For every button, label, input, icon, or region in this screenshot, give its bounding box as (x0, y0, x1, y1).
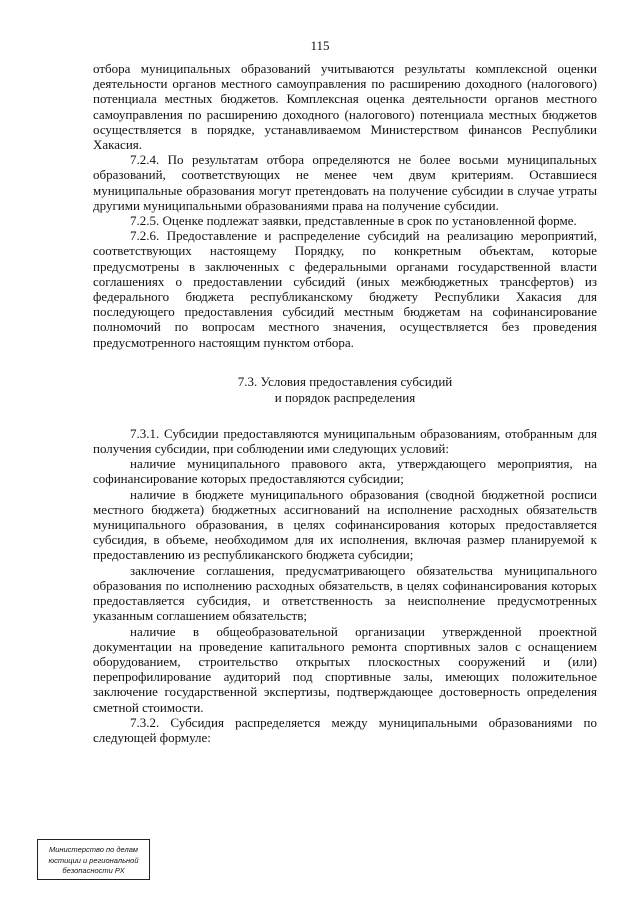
ministry-stamp (37, 839, 150, 880)
document-body (93, 61, 597, 745)
section-title (93, 374, 597, 406)
stamp-line-3: безопасности РХ (62, 866, 125, 875)
condition-project-documentation: наличие в общеобразовательной организации утвержденной проектной документации на проведение капитального ремонта спортивных залов с оснащением оборудованием, строительство открытых плоскостных сооружений и (или) перепрофилирование аудиторий под спортивные залы, имеющих положительное заключение государственной экспертизы, подтверждающее достоверность определения сметной стоимости. (93, 623, 597, 715)
paragraph-7-2-6: 7.2.6. Предоставление и распределение субсидий на реализацию мероприятий, соответствующих настоящему Порядку, по конкретным объектам, которые предусмотрены в заключенных с федеральными органами государственной власти соглашениях о предоставлении субсидий (иных межбюджетных трансфертов) из федерального бюджета республиканскому бюджету Республики Хакасия для последующего предоставления субсидий местным бюджетам на софинансирование полномочий по вопросам местного значения, осуществляется без проведения предусмотренного настоящим пунктом отбора. (93, 228, 597, 350)
stamp-line-2: юстиции и региональной (48, 855, 139, 865)
condition-agreement: заключение соглашения, предусматривающего обязательства муниципального образования по исполнению расходных обязательств, в целях софинансирования которых предоставляется субсидия, и ответственность за неисполнение предусмотренных указанным соглашением обязательств; (93, 562, 597, 624)
condition-budget-allocations: наличие в бюджете муниципального образования (сводной бюджетной росписи местного бюджета) бюджетных ассигнований на исполнение расходных обязательств муниципального образования, в целях софинансирования которых предоставляется субсидия, в объеме, необходимом для их исполнения, включая размер планируемой к предоставлению из республиканского бюджета субсидии; (93, 486, 597, 563)
paragraph-7-3-2: 7.3.2. Субсидия распределяется между муниципальными образованиями по следующей формуле: (93, 714, 597, 745)
condition-legal-act: наличие муниципального правового акта, утверждающего мероприятия, на софинансирование которых предоставляются субсидии; (93, 456, 597, 487)
paragraph-7-2-4: 7.2.4. По результатам отбора определяются не более восьми муниципальных образований, соответствующих не менее чем двум критериям. Оставшиеся муниципальные образования могут претендовать на получение субсидии в случае утраты другими муниципальными образованиями права на получение субсидии. (93, 152, 597, 213)
section-title-line-1: 7.3. Условия предоставления субсидий (237, 373, 453, 389)
paragraph-7-2-3-continuation: отбора муниципальных образований учитываются результаты комплексной оценки деятельности органов местного самоуправления по расширению доходного (налогового) потенциала местных бюджетов. Комплексная оценка деятельности органов местного самоуправления по расширению доходного (налогового) потенциала местных бюджетов осуществляется в порядке, устанавливаемом Министерством финансов Республики Хакасия. (93, 61, 597, 153)
stamp-line-1: Министерство по делам (48, 845, 139, 854)
page-number: 115 (310, 38, 330, 53)
paragraph-7-3-1: 7.3.1. Субсидии предоставляются муниципальным образованиям, отобранным для получения субсидии, при соблюдении ими следующих условий: (93, 425, 597, 457)
paragraph-7-2-5: 7.2.5. Оценке подлежат заявки, представленные в срок по установленной форме. (130, 213, 577, 229)
section-title-line-2: и порядок распределения (274, 389, 416, 405)
